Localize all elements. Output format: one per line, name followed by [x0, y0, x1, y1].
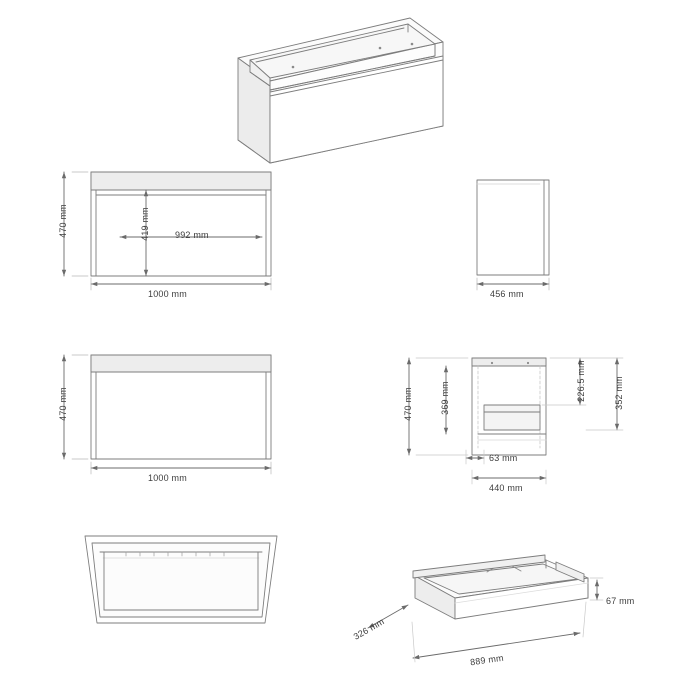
dim-section-height-outer: 470 mm [402, 387, 413, 421]
dim-section-depth-upper: 226.5 mm [575, 360, 586, 402]
dim-front-closed-height: 470 mm [57, 387, 68, 421]
side-elevation [477, 180, 549, 290]
dim-section-depth-total: 352 mm [613, 376, 624, 410]
dim-front-open-width-inner: 992 mm [175, 230, 209, 240]
isometric-view [238, 18, 443, 163]
drawer-isometric-view [368, 555, 603, 662]
dim-drawer-width: 889 mm [469, 652, 505, 668]
top-plan-view [85, 536, 277, 623]
dim-front-open-height-inner: 419 mm [139, 207, 150, 241]
dim-section-height-inner: 369 mm [439, 381, 450, 415]
side-section-view [409, 358, 623, 484]
dim-section-offset: 63 mm [489, 453, 518, 463]
front-elevation-open [64, 172, 271, 290]
dim-front-closed-width: 1000 mm [148, 473, 187, 483]
front-elevation-closed [64, 355, 271, 474]
dim-section-width: 440 mm [489, 483, 523, 493]
dim-drawer-depth: 326 mm [351, 616, 386, 642]
dim-front-open-height-outer: 470 mm [57, 204, 68, 238]
dim-drawer-height: 67 mm [606, 596, 635, 606]
dim-front-open-width-outer: 1000 mm [148, 289, 187, 299]
dim-side-width: 456 mm [490, 289, 524, 299]
